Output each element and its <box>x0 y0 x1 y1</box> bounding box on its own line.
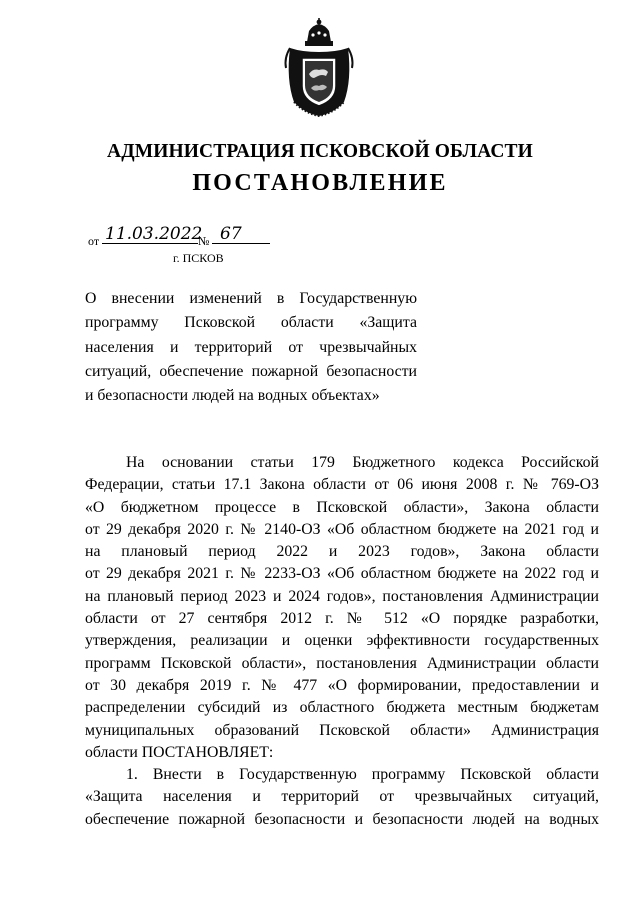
body-line: муниципальных образований Псковской области» Администрация <box>85 721 599 739</box>
body-line: распределении субсидий из областного бюджета местным бюджетам <box>85 699 599 717</box>
handwritten-number: 67 <box>220 224 242 244</box>
body-line: Федерации, статьи 17.1 Закона области от 06 июня 2008 г. № 769-ОЗ <box>85 476 599 494</box>
title-line: программу Псковской области «Защита <box>85 314 417 332</box>
date-underline <box>102 243 198 244</box>
body-line: «Защита населения и территорий от чрезвычайных ситуаций, <box>85 788 599 806</box>
body-line: области ПОСТАНОВЛЯЕТ: <box>85 743 274 761</box>
title-line: ситуаций, обеспечение пожарной безопасности <box>85 362 417 380</box>
organization-name: АДМИНИСТРАЦИЯ ПСКОВСКОЙ ОБЛАСТИ <box>107 141 533 162</box>
body-line: от 29 декабря 2020 г. № 2140-ОЗ «Об областном бюджете на 2021 год и <box>85 520 599 538</box>
body-line: на плановый период 2023 и 2024 годов», постановления Администрации <box>85 587 599 605</box>
body-line: на плановый период 2022 и 2023 годов», Закона области <box>85 543 599 561</box>
body-line: обеспечение пожарной безопасности и безопасности людей на водных <box>85 810 599 828</box>
number-label: № <box>198 234 210 248</box>
document-body <box>85 452 599 831</box>
body-line: На основании статьи 179 Бюджетного кодекса Российской <box>126 454 599 471</box>
coat-of-arms-icon <box>280 18 358 118</box>
title-line: населения и территорий от чрезвычайных <box>85 338 417 356</box>
number-underline <box>212 243 270 244</box>
body-line: утверждения, реализации и оценки эффективности государственных <box>85 632 599 650</box>
body-line: программ Псковской области», постановления Администрации области <box>85 654 599 672</box>
document-type-heading: ПОСТАНОВЛЕНИЕ <box>192 170 448 196</box>
from-label: от <box>88 234 100 248</box>
title-line: и безопасности людей на водных объектах» <box>85 387 380 405</box>
city-label: г. ПСКОВ <box>173 251 224 265</box>
title-line: О внесении изменений в Государственную <box>85 290 417 307</box>
body-line: от 30 декабря 2019 г. № 477 «О формировании, предоставлении и <box>85 676 599 694</box>
document-title <box>85 287 417 408</box>
handwritten-date: 11.03.2022 <box>105 224 203 244</box>
body-line: от 29 декабря 2021 г. № 2233-ОЗ «Об областном бюджете на 2022 год и <box>85 565 599 583</box>
body-line: «О бюджетном процессе в Псковской области», Закона области <box>85 498 599 516</box>
body-line: 1. Внести в Государственную программу Псковской области <box>126 766 599 784</box>
body-line: области от 27 сентября 2012 г. № 512 «О порядке разработки, <box>85 610 599 628</box>
